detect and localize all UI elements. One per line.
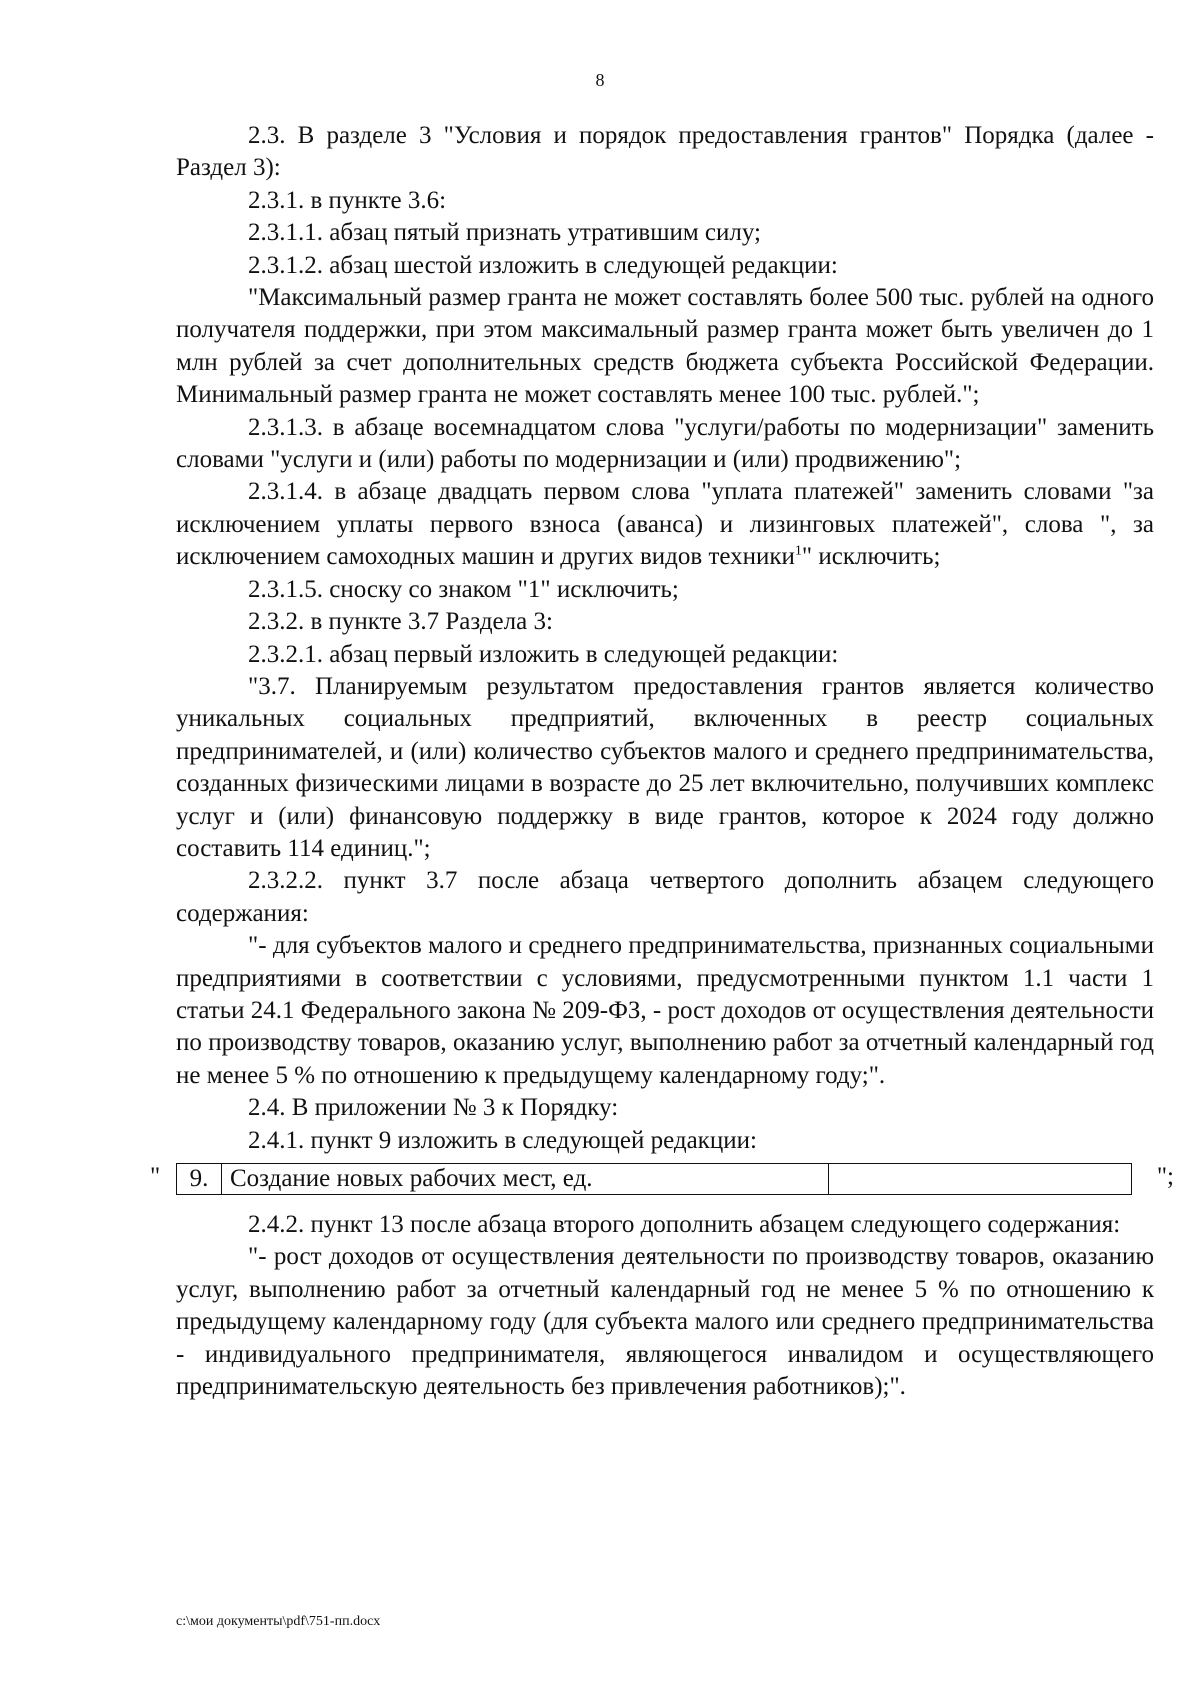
paragraph-income-quote: "- рост доходов от осуществления деятельности по производству товаров, оказанию услуг, выполнению работ за отчетный календарный год не менее 5 % по отношению к предыдущему календарному году (для субъекта малого или среднего предпринимательства - индивидуального предпринимателя, являющегося инвалидом и осуществляющего предпринимательскую деятельность без привлечения работников);". xyxy=(176,1243,1154,1401)
table-cell-number: 9. xyxy=(177,1164,222,1194)
paragraph-2-4: 2.4. В приложении № 3 к Порядку: xyxy=(248,1094,619,1122)
paragraph-3-7-quote: "3.7. Планируемым результатом предоставления грантов является количество уникальных социальных предприятий, включенных в реестр социальных предпринимателей, и (или) количество субъектов малого и среднего предпринимательства, созданных физическими лицами в возрасте до 25 лет включительно, получивших комплекс услуг и (или) финансовую поддержку в виде грантов, которое к 2024 году должно составить 114 единиц."; xyxy=(176,672,1154,862)
footnote-mark: 1 xyxy=(794,543,802,559)
paragraph-2-3-1-2: 2.3.1.2. абзац шестой изложить в следующей редакции: xyxy=(248,251,838,279)
paragraph-grant-size-quote: "Максимальный размер гранта не может составлять более 500 тыс. рублей на одного получателя поддержки, при этом максимальный размер гранта может быть увеличен до 1 млн рублей за счет дополнительных средств бюджета субъекта Российской Федерации. Минимальный размер гранта не может составлять менее 100 тыс. рублей."; xyxy=(176,284,1154,409)
document-body xyxy=(150,120,1174,1403)
paragraph-2-3-1-4-tail: " исключить; xyxy=(801,543,941,571)
paragraph-2-3-1-5: 2.3.1.5. сноску со знаком "1" исключить; xyxy=(248,575,679,603)
paragraph-2-3-1-3: 2.3.1.3. в абзаце восемнадцатом слова "услуги/работы по модернизации" заменить словами "услуги и (или) работы по модернизации и (или) продвижению"; xyxy=(176,413,1154,474)
table-quote-close: "; xyxy=(1156,1163,1174,1190)
paragraph-2-4-1: 2.4.1. пункт 9 изложить в следующей редакции: xyxy=(248,1126,757,1154)
table-cell-value xyxy=(829,1164,1131,1194)
item-9-table xyxy=(150,1161,1174,1203)
table-row xyxy=(176,1163,1132,1195)
paragraph-2-3-1-4 xyxy=(176,476,1154,573)
footer-file-path: c:\мои документы\pdf\751-пп.docx xyxy=(176,1614,381,1629)
paragraph-2-3-2-1: 2.3.2.1. абзац первый изложить в следующей редакции: xyxy=(248,640,839,668)
paragraph-2-3-2-2: 2.3.2.2. пункт 3.7 после абзаца четвертого дополнить абзацем следующего содержания: xyxy=(176,867,1154,927)
table-cell-text: Создание новых рабочих мест, ед. xyxy=(222,1164,829,1194)
paragraph-2-3-1-4-text: 2.3.1.4. в абзаце двадцать первом слова "уплата платежей" заменить словами "за исключением уплаты первого взноса (аванса) и лизинговых платежей", слова ", за исключением самоходных машин и других видов техники xyxy=(176,478,1154,571)
paragraph-2-3-1-1: 2.3.1.1. абзац пятый признать утратившим силу; xyxy=(248,219,761,247)
table-quote-open: " xyxy=(150,1163,161,1190)
paragraph-2-3-1: 2.3.1. в пункте 3.6: xyxy=(248,186,447,214)
paragraph-2-3: 2.3. В разделе 3 "Условия и порядок предоставления грантов" Порядка (далее - Раздел 3): xyxy=(176,122,1154,182)
paragraph-2-4-2: 2.4.2. пункт 13 после абзаца второго дополнить абзацем следующего содержания: xyxy=(248,1211,1121,1238)
paragraph-2-3-2: 2.3.2. в пункте 3.7 Раздела 3: xyxy=(248,608,553,636)
paragraph-smb-quote: "- для субъектов малого и среднего предпринимательства, признанных социальными предприятиями в соответствии с условиями, предусмотренными пунктом 1.1 части 1 статьи 24.1 Федерального закона № 209-ФЗ, - рост доходов от осуществления деятельности по производству товаров, оказанию услуг, выполнению работ за отчетный календарный год не менее 5 % по отношению к предыдущему календарному году;". xyxy=(176,932,1154,1089)
page-number: 8 xyxy=(595,70,605,90)
